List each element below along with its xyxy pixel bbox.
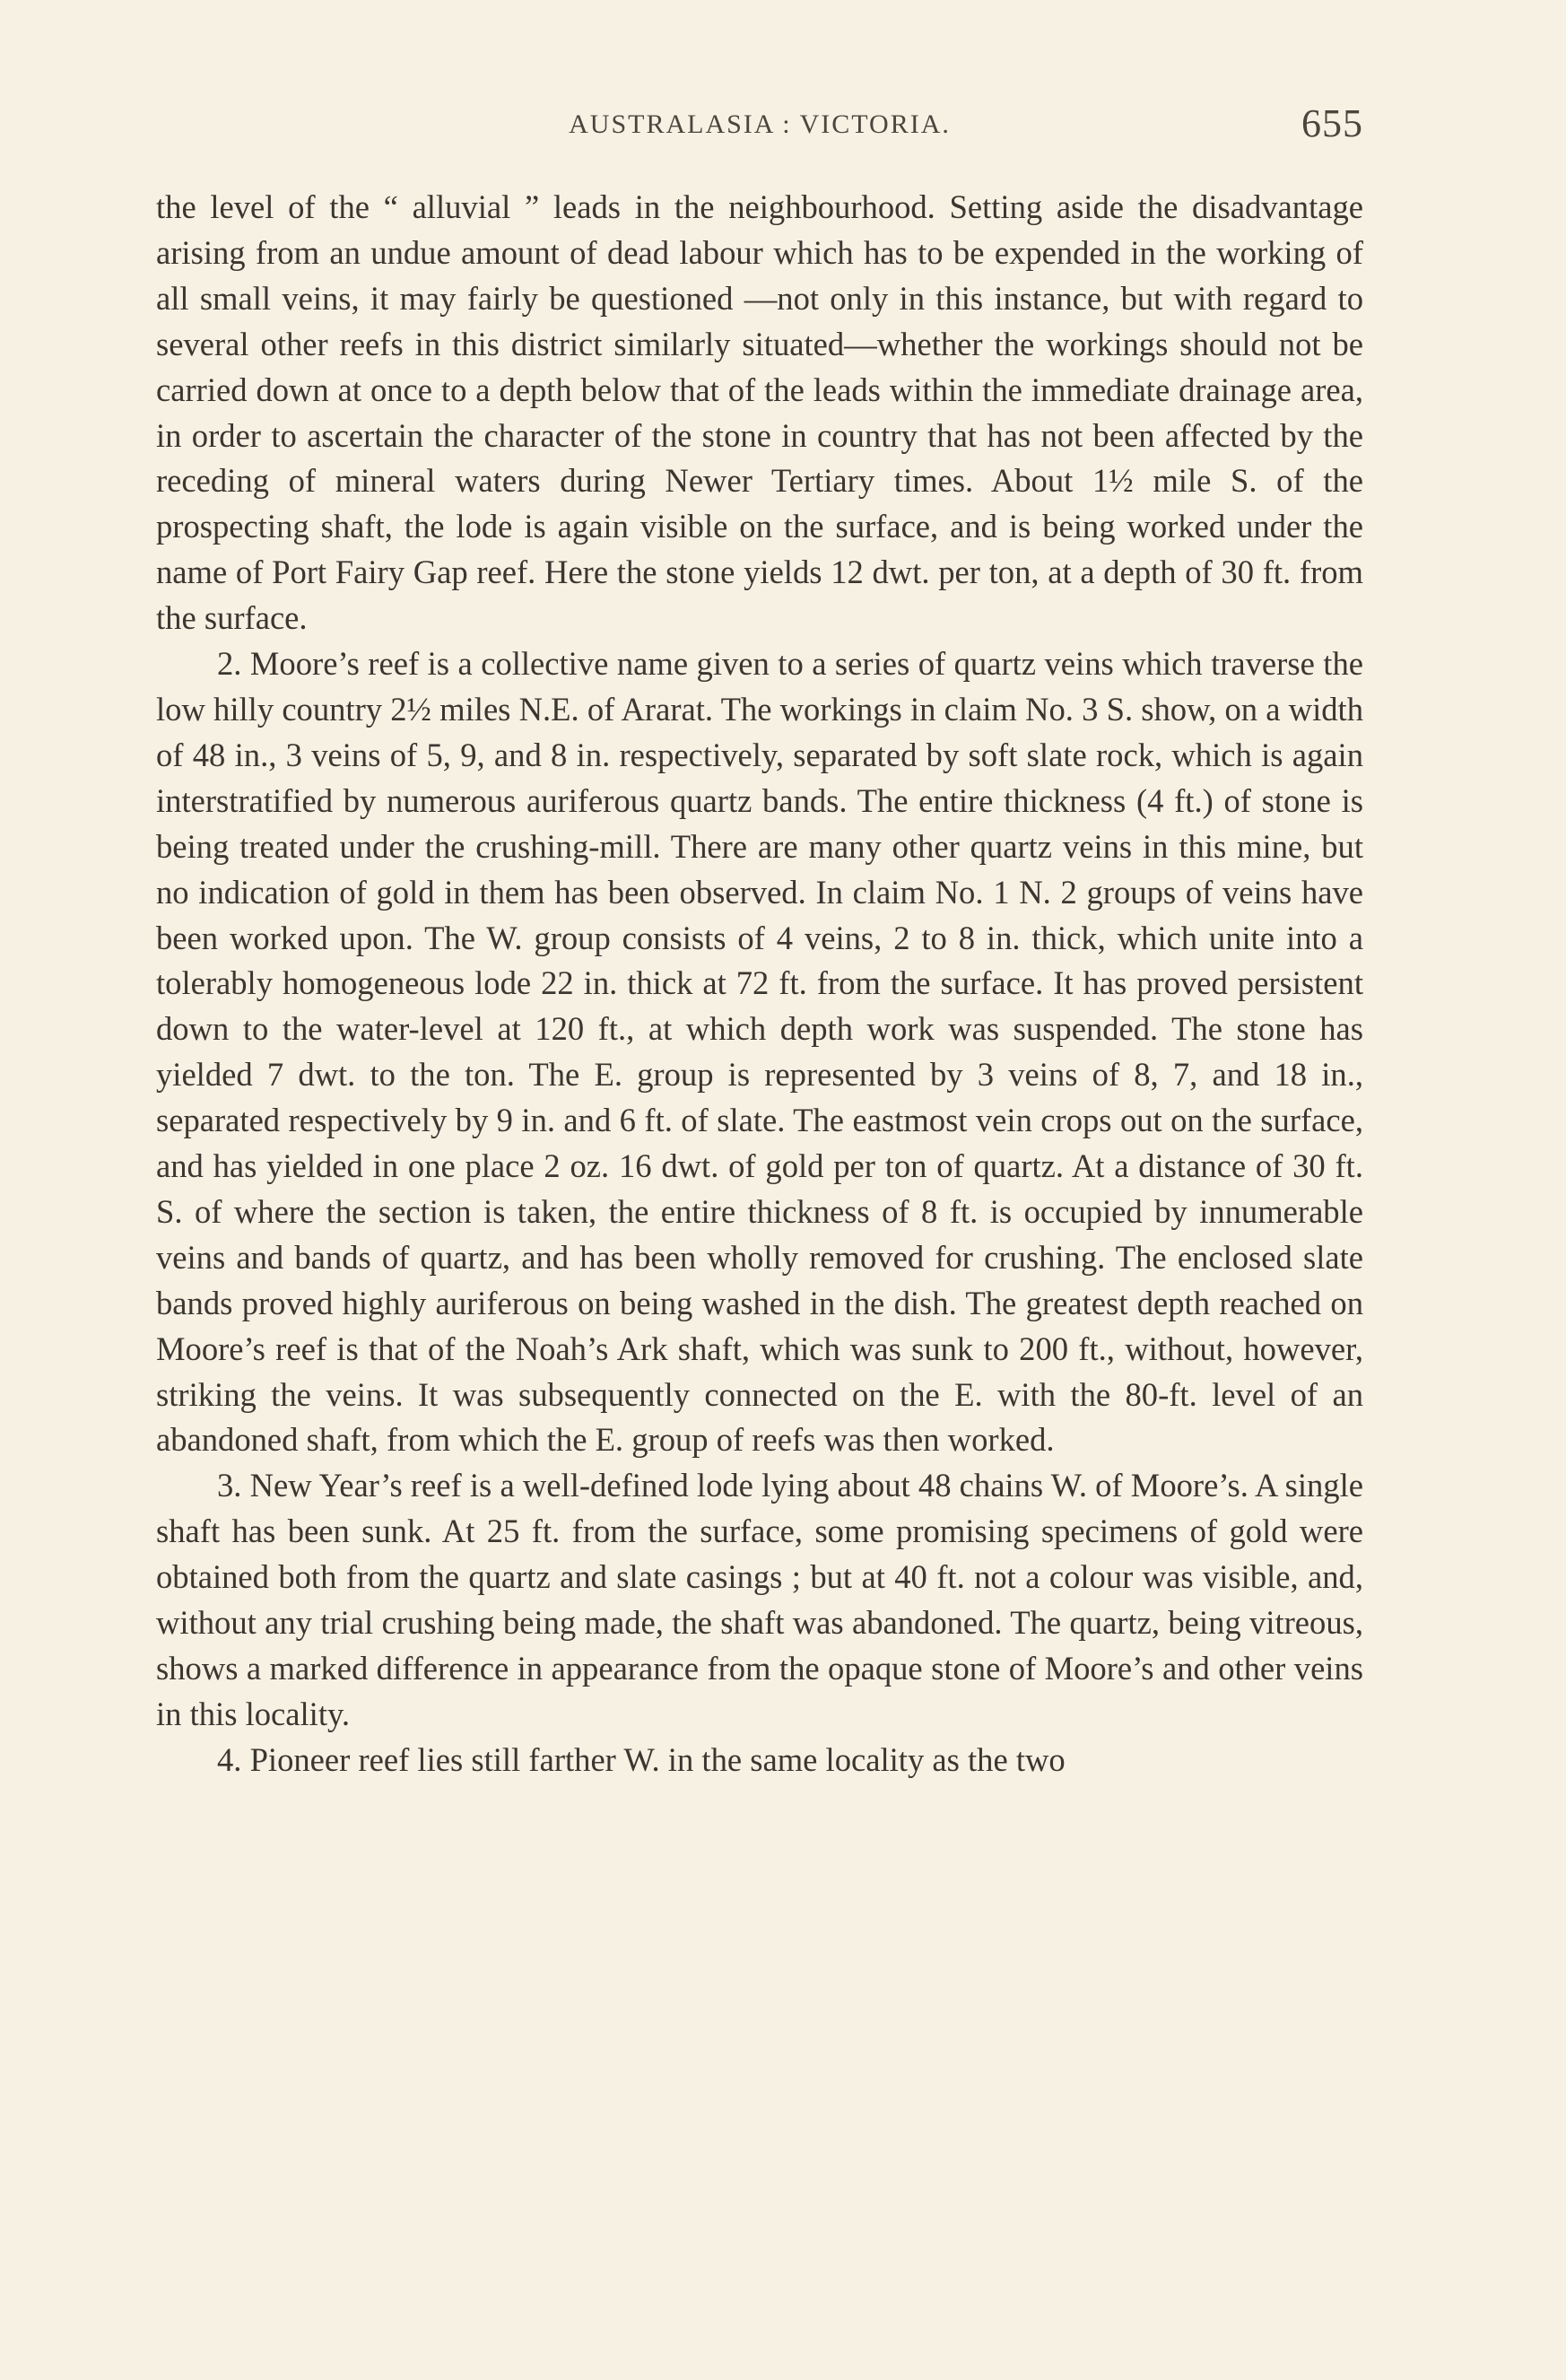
paragraph-new-years-reef: 3. New Year’s reef is a well-defined lode lying about 48 chains W. of Moore’s. A single shaft has been sunk. At 25 ft. from the surface, some promising specimens of gold were obtained both from the quartz and slate casings ; but at 40 ft. not a colour was visible, and, without any trial crushing being made, the shaft was abandoned. The quartz, being vitreous, shows a marked difference in appearance from the opaque stone of Moore’s and other veins in this locality. — [156, 1467, 1363, 1732]
paragraph-pioneer-reef: 4. Pioneer reef lies still farther W. in the same locality as the two — [217, 1740, 1066, 1778]
paragraph-continued: the level of the “ alluvial ” leads in the neighbourhood. Setting aside the disadvantage arising from an undue amount of dead labour which has to be expended in the working of all small veins, it may fairly be questioned —not only in this instance, but with regard to several other reefs in this district similarly situated—whether the workings should not be carried down at once to a depth below that of the leads within the immediate drainage area, in order to ascertain the character of the stone in country that has not been affected by the receding of mineral waters during Newer Tertiary times. About 1½ mile S. of the prospecting shaft, the lode is again visible on the surface, and is being worked under the name of Port Fairy Gap reef. Here the stone yields 12 dwt. per ton, at a depth of 30 ft. from the surface. — [156, 188, 1363, 637]
paragraph-moores-reef: 2. Moore’s reef is a collective name given to a series of quartz veins which traverse the low hilly country 2½ miles N.E. of Ararat. The workings in claim No. 3 S. show, on a width of 48 in., 3 veins of 5, 9, and 8 in. respectively, separated by soft slate rock, which is again interstratified by numerous auriferous quartz bands. The entire thickness (4 ft.) of stone is being treated under the crushing-mill. There are many other quartz veins in this mine, but no indication of gold in them has been observed. In claim No. 1 N. 2 groups of veins have been worked upon. The W. group consists of 4 veins, 2 to 8 in. thick, which unite into a tolerably homogeneous lode 22 in. thick at 72 ft. from the surface. It has proved persistent down to the water-level at 120 ft., at which depth work was suspended. The stone has yielded 7 dwt. to the ton. The E. group is represented by 3 veins of 8, 7, and 18 in., separated respectively by 9 in. and 6 ft. of slate. The eastmost vein crops out on the surface, and has yielded in one place 2 oz. 16 dwt. of gold per ton of quartz. At a distance of 30 ft. S. of where the section is taken, the entire thickness of 8 ft. is occupied by innumerable veins and bands of quartz, and has been wholly removed for crushing. The enclosed slate bands proved highly auriferous on being washed in the dish. The greatest depth reached on Moore’s reef is that of the Noah’s Ark shaft, which was sunk to 200 ft., without, however, striking the veins. It was subsequently connected on the E. with the 80-ft. level of an abandoned shaft, from which the E. group of reefs was then worked. — [156, 645, 1363, 1459]
page-number: 655 — [1301, 101, 1363, 145]
body-text — [156, 185, 1363, 1783]
running-head — [156, 100, 1363, 154]
running-head-title: AUSTRALASIA : VICTORIA. — [569, 109, 951, 139]
